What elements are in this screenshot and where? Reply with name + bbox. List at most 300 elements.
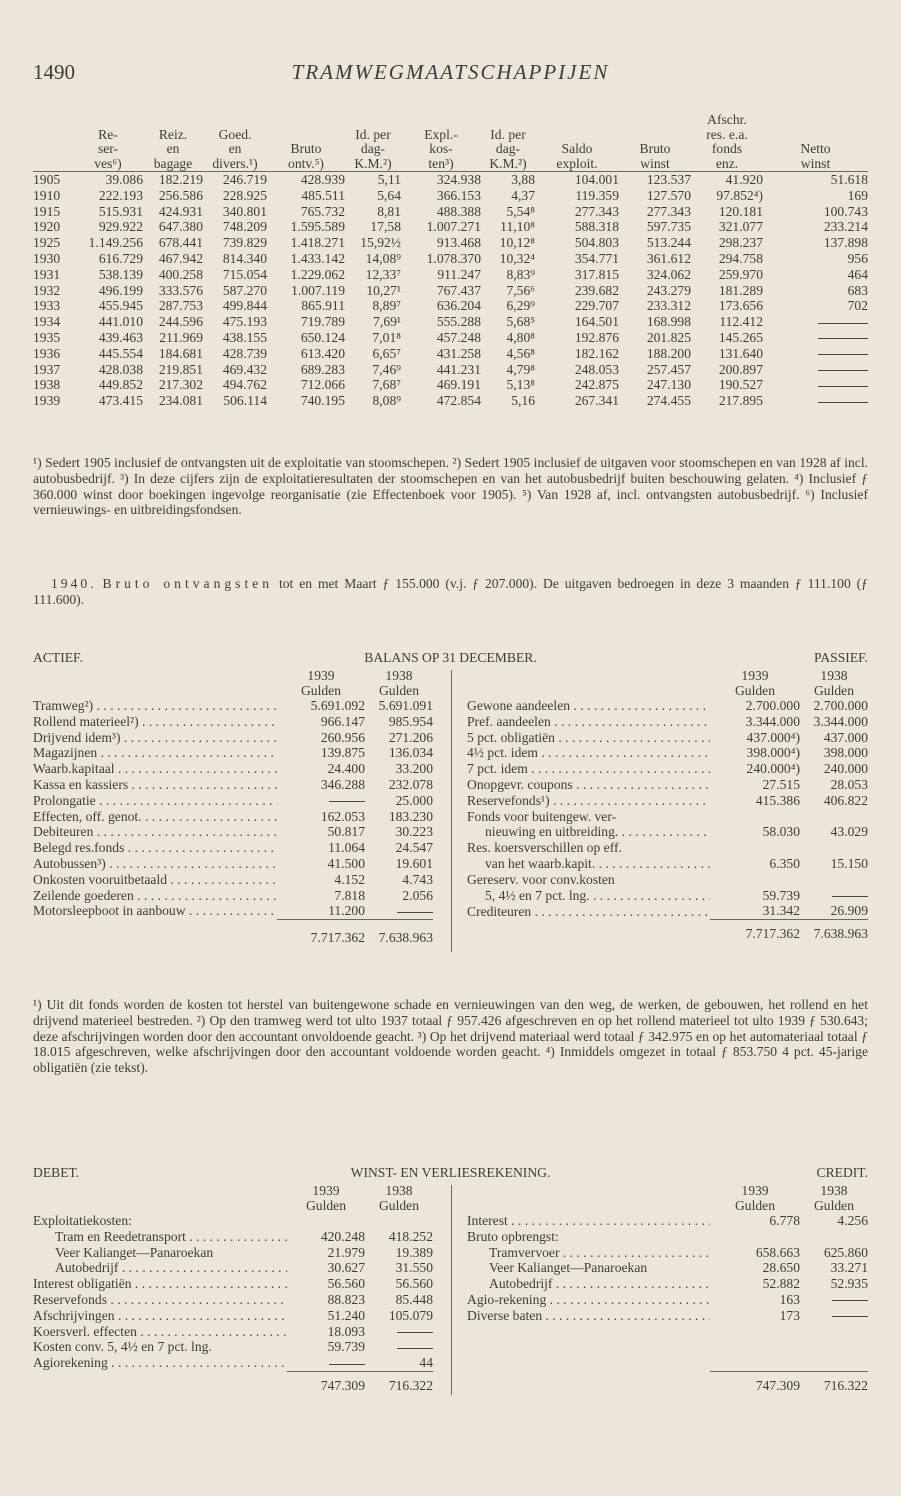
amount-cell: 51.240 xyxy=(327,1307,365,1323)
amount-cell xyxy=(365,903,433,919)
amount-cell: 162.053 xyxy=(320,808,365,824)
label-cell xyxy=(33,809,277,825)
value-cell: 10,12⁸ xyxy=(499,235,535,251)
footnotes-balance: ¹) Uit dit fonds worden de kosten tot herstel van buitengewone schade en vernieuwingen van den weg, de werken, de gebouwen, het rollend en het drijvend materieel bestreden. ²) Op den tramweg werd tot ulto 1937 totaal ƒ 957.426 afgeschreven en op het rollend materieel tot ulto 1939 ƒ 530.643; deze afschrijvingen worden door den accountant onvoldoende geacht. ³) Op het drijvend materiaal werd totaal ƒ 342.975 en op het automateriaal totaal ƒ 18.015 afgeschreven, welke afschrijvingen door den accountant voldoende worden geacht. ⁴) Inmiddels omgezet in totaal ƒ 853.750 4 pct. 45-jarige obligatiën (zie tekst). xyxy=(33,997,868,1076)
amount-cell: 2.700.000 xyxy=(745,698,800,713)
year-label: 1938 xyxy=(385,668,413,683)
value-cell: 587.270 xyxy=(222,282,267,298)
account-line xyxy=(467,856,868,872)
line-label: Res. koersverschillen op eff. xyxy=(467,840,622,856)
total-row xyxy=(467,920,868,942)
table-row xyxy=(33,346,868,362)
label-cell xyxy=(467,1213,710,1229)
year-cell: 1938 xyxy=(33,377,61,393)
line-label: 7 pct. idem xyxy=(467,761,528,777)
account-line xyxy=(467,1229,868,1245)
label-cell xyxy=(33,1292,287,1308)
account-line xyxy=(467,888,868,904)
value-cell: 39.086 xyxy=(105,172,143,187)
value-cell: 256.586 xyxy=(158,187,203,203)
value-cell: 184.681 xyxy=(158,345,203,361)
line-label: Bruto opbrengst: xyxy=(467,1228,559,1244)
amount-cell: 4.152 xyxy=(334,871,365,887)
dash-mark xyxy=(832,896,868,897)
value-cell: 8,81 xyxy=(377,203,401,219)
amount-cell: 7.717.362 xyxy=(277,919,365,949)
line-label: Agio-rekening xyxy=(467,1291,547,1307)
running-title: TRAMWEGMAATSCHAPPIJEN xyxy=(291,60,610,84)
amount-cell xyxy=(365,1339,433,1355)
credit-title: CREDIT. xyxy=(816,1165,868,1180)
value-cell: 538.139 xyxy=(98,266,143,282)
label-cell xyxy=(467,888,710,904)
footnotes-statistics: ¹) Sedert 1905 inclusief de ontvangsten uit de exploitatie van stoomschepen. ²) Sedert 1905 inclusief de uitgaven voor stoomschepen en van 1928 af incl. autobusbedrijf. ³) In deze cijfers zijn de exploitatieresultaten der stoomschepen en van het autobusbedrijf buiten beschouwing gelaten. ⁴) Inclusief ƒ 360.000 winst door boekingen ingevolge reorganisatie (zie Effectenboek voor 1905). ⁵) Van 1928 af, incl. ontvangsten autobusbedrijf. ⁶) Inclusief vernieuwings- en uitbreidingsfondsen. xyxy=(33,455,868,518)
unit-label: Gulden xyxy=(813,1198,855,1213)
actief-side xyxy=(33,668,433,949)
value-cell: 5,16 xyxy=(511,393,535,409)
amount-cell: 4.743 xyxy=(402,871,433,887)
amount-cell xyxy=(710,840,800,856)
unit-label: Gulden xyxy=(813,683,855,698)
amount-cell: 31.550 xyxy=(395,1260,433,1276)
amount-cell: 105.079 xyxy=(388,1307,433,1323)
value-cell: 41.920 xyxy=(725,172,763,187)
value-cell: 8,89⁷ xyxy=(372,298,401,314)
value-cell: 513.244 xyxy=(646,235,691,251)
total-row xyxy=(33,1371,433,1393)
value-cell xyxy=(763,314,868,330)
amount-cell xyxy=(365,1213,433,1229)
value-cell: 647.380 xyxy=(158,219,203,235)
amount-cell: 183.230 xyxy=(388,808,433,824)
value-cell: 243.279 xyxy=(646,282,691,298)
line-label: Onopgevr. coupons xyxy=(467,776,573,792)
account-line xyxy=(33,1355,433,1371)
value-cell: 5,11 xyxy=(377,172,401,187)
balance-sheet-titles xyxy=(33,650,868,668)
value-cell: 247.130 xyxy=(646,377,691,393)
table-row xyxy=(33,393,868,409)
label-cell xyxy=(33,714,277,730)
table-row xyxy=(33,377,868,393)
line-label: Tramweg²) xyxy=(33,698,94,713)
value-cell: 200.897 xyxy=(718,361,763,377)
year-cell: 1910 xyxy=(33,187,61,203)
value-cell: 5,54⁸ xyxy=(506,203,535,219)
label-cell xyxy=(467,840,710,856)
column-header xyxy=(33,113,73,172)
line-label: Reservefonds¹) xyxy=(467,792,550,808)
line-label: Diverse baten xyxy=(467,1307,543,1323)
label-cell xyxy=(467,730,710,746)
amount-cell xyxy=(710,872,800,888)
dash-mark xyxy=(832,1316,868,1317)
paragraph-1940-heading: Bruto ontvangsten xyxy=(102,576,274,591)
value-cell: 911.247 xyxy=(437,266,481,282)
value-cell: 469.432 xyxy=(222,361,267,377)
value-cell: 248.053 xyxy=(574,361,619,377)
value-cell: 702 xyxy=(847,298,868,314)
account-line xyxy=(467,872,868,888)
value-cell: 739.829 xyxy=(222,235,267,251)
amount-cell: 85.448 xyxy=(395,1291,433,1307)
value-cell: 233.312 xyxy=(646,298,691,314)
column-header: Reiz. en bagage xyxy=(153,126,193,171)
account-line xyxy=(467,903,868,919)
amount-cell: 6.350 xyxy=(769,855,800,871)
account-line xyxy=(467,824,868,840)
value-cell: 650.124 xyxy=(300,329,345,345)
label-cell xyxy=(33,1213,287,1229)
account-line xyxy=(33,1213,433,1229)
amount-cell: 30.223 xyxy=(395,824,433,840)
amount-cell: 41.500 xyxy=(327,855,365,871)
line-label: Agiorekening xyxy=(33,1355,108,1371)
value-cell: 246.719 xyxy=(222,172,267,187)
account-line xyxy=(33,730,433,746)
line-label: Pref. aandeelen xyxy=(467,713,551,729)
value-cell: 431.258 xyxy=(436,345,481,361)
year-cell: 1925 xyxy=(33,235,61,251)
dash-mark xyxy=(329,1364,365,1365)
column-header: Bruto winst xyxy=(639,141,671,171)
line-label: Interest obligatiën xyxy=(33,1276,132,1292)
value-cell: 488.388 xyxy=(436,203,481,219)
amount-cell: 50.817 xyxy=(327,824,365,840)
account-line xyxy=(467,761,868,777)
amount-cell xyxy=(287,1213,365,1229)
year-label: 1938 xyxy=(820,1183,848,1198)
label-cell xyxy=(33,1339,287,1355)
account-line xyxy=(467,698,868,714)
line-label: Effecten, off. genot. xyxy=(33,808,142,824)
balance-sheet-title: BALANS OP 31 DECEMBER. xyxy=(364,650,537,665)
value-cell: 242.875 xyxy=(574,377,619,393)
account-line xyxy=(467,1260,868,1276)
label-cell xyxy=(467,1276,710,1292)
value-cell: 5,13⁸ xyxy=(506,377,535,393)
amount-cell: 747.309 xyxy=(287,1371,365,1393)
label-cell xyxy=(467,714,710,730)
account-line xyxy=(467,730,868,746)
value-cell: 217.302 xyxy=(158,377,203,393)
value-cell: 457.248 xyxy=(436,329,481,345)
amount-cell: 5.691.092 xyxy=(310,698,365,713)
year-cell: 1933 xyxy=(33,298,61,314)
label-cell xyxy=(467,761,710,777)
value-cell: 97.852⁴) xyxy=(716,187,763,203)
year-cell: 1930 xyxy=(33,250,61,266)
line-label: Crediteuren xyxy=(467,903,532,919)
value-cell: 441.231 xyxy=(436,361,481,377)
value-cell: 485.511 xyxy=(301,187,345,203)
value-cell xyxy=(763,377,868,393)
amount-cell: 18.093 xyxy=(327,1323,365,1339)
value-cell: 119.359 xyxy=(575,187,619,203)
amount-cell xyxy=(365,1324,433,1340)
total-row xyxy=(33,919,433,949)
table-row xyxy=(33,362,868,378)
unit-label: Gulden xyxy=(305,1198,347,1213)
account-line xyxy=(33,840,433,856)
line-label: Magazijnen xyxy=(33,745,98,761)
unit-label: Gulden xyxy=(734,683,776,698)
amount-cell: 6.778 xyxy=(769,1213,800,1228)
value-cell: 715.054 xyxy=(222,266,267,282)
account-line xyxy=(33,1324,433,1340)
amount-cell: 28.053 xyxy=(830,776,868,792)
account-line xyxy=(33,1339,433,1355)
table-row xyxy=(33,251,868,267)
line-label: Onkosten vooruitbetaald xyxy=(33,871,168,887)
amount-cell: 260.956 xyxy=(320,729,365,745)
amount-cell: 31.342 xyxy=(762,903,800,919)
amount-cell: 44 xyxy=(419,1355,433,1371)
account-line xyxy=(33,698,433,714)
value-cell: 689.283 xyxy=(300,361,345,377)
amount-cell: 59.739 xyxy=(762,887,800,903)
value-cell: 494.762 xyxy=(222,377,267,393)
value-cell: 277.343 xyxy=(574,203,619,219)
account-line xyxy=(33,809,433,825)
value-cell: 469.191 xyxy=(436,377,481,393)
line-label: Debiteuren xyxy=(33,824,94,840)
line-label: Autobedrijf xyxy=(489,1276,553,1292)
line-label: 5, 4½ en 7 pct. lng. xyxy=(485,887,590,903)
label-cell xyxy=(467,1229,710,1245)
value-cell: 441.010 xyxy=(98,314,143,330)
amount-cell: 19.601 xyxy=(395,855,433,871)
line-label: Belegd res.fonds xyxy=(33,840,125,856)
table-row xyxy=(33,298,868,314)
value-cell: 1.229.062 xyxy=(290,266,345,282)
value-cell: 4,56⁸ xyxy=(506,345,535,361)
amount-cell xyxy=(800,1308,868,1324)
amount-cell: 173 xyxy=(779,1307,800,1323)
account-line xyxy=(33,1308,433,1324)
year-label: 1939 xyxy=(312,1183,340,1198)
dash-mark xyxy=(397,1348,433,1349)
label-cell xyxy=(33,903,277,919)
amount-cell: 24.547 xyxy=(395,840,433,856)
value-cell: 428.739 xyxy=(222,345,267,361)
value-cell: 190.527 xyxy=(718,377,763,393)
amount-cell: 415.386 xyxy=(755,792,800,808)
label-cell xyxy=(33,745,277,761)
amount-cell: 232.078 xyxy=(388,776,433,792)
value-cell: 719.789 xyxy=(300,314,345,330)
amount-cell xyxy=(800,1292,868,1308)
value-cell: 1.007.119 xyxy=(291,282,345,298)
value-cell: 4,80⁸ xyxy=(506,329,535,345)
line-label: Rollend materieel²) xyxy=(33,713,139,729)
label-cell xyxy=(467,1292,710,1308)
line-label: Waarb.kapitaal xyxy=(33,761,115,777)
value-cell: 428.939 xyxy=(300,172,345,187)
value-cell: 7,56⁶ xyxy=(506,282,535,298)
amount-cell: 240.000⁴) xyxy=(746,761,800,777)
amount-cell xyxy=(800,840,868,856)
value-cell: 201.825 xyxy=(646,329,691,345)
label-cell xyxy=(467,903,710,919)
column-divider xyxy=(451,1185,452,1395)
account-line xyxy=(467,745,868,761)
value-cell: 616.729 xyxy=(98,250,143,266)
value-cell: 127.570 xyxy=(646,187,691,203)
label-cell xyxy=(33,1229,287,1245)
label-cell xyxy=(33,856,277,872)
value-cell: 7,01⁸ xyxy=(372,329,401,345)
value-cell: 929.922 xyxy=(98,219,143,235)
value-cell: 181.289 xyxy=(718,282,763,298)
value-cell: 123.537 xyxy=(646,172,691,187)
dash-mark xyxy=(818,402,868,403)
spacer-row xyxy=(467,1324,868,1372)
dash-mark xyxy=(818,354,868,355)
amount-cell: 3.344.000 xyxy=(745,713,800,729)
amount-cell: 747.309 xyxy=(710,1371,800,1393)
year-cell: 1936 xyxy=(33,345,61,361)
value-cell: 475.193 xyxy=(222,314,267,330)
account-line xyxy=(33,1276,433,1292)
dash-mark xyxy=(397,1332,433,1333)
label-cell xyxy=(33,698,277,714)
value-cell: 439.463 xyxy=(98,329,143,345)
account-line xyxy=(467,777,868,793)
value-cell: 182.219 xyxy=(158,172,203,187)
value-cell: 234.081 xyxy=(158,393,203,409)
value-cell: 12,33⁷ xyxy=(365,266,401,282)
dash-mark xyxy=(818,370,868,371)
amount-cell: 139.875 xyxy=(320,745,365,761)
label-cell xyxy=(467,745,710,761)
year-cell: 1934 xyxy=(33,314,61,330)
value-cell: 504.803 xyxy=(574,235,619,251)
amount-cell: 3.344.000 xyxy=(813,713,868,729)
column-header: Id. per dag- K.M.²) xyxy=(489,126,527,171)
value-cell: 865.911 xyxy=(301,298,345,314)
value-cell: 473.415 xyxy=(98,393,143,409)
value-cell: 366.153 xyxy=(436,187,481,203)
amount-cell: 437.000 xyxy=(823,729,868,745)
value-cell: 188.200 xyxy=(646,345,691,361)
page-number: 1490 xyxy=(33,60,75,84)
label-cell xyxy=(33,888,277,904)
value-cell xyxy=(763,346,868,362)
value-cell: 229.707 xyxy=(574,298,619,314)
value-cell: 169 xyxy=(847,187,868,203)
actief-title: ACTIEF. xyxy=(33,650,83,665)
year-cell: 1931 xyxy=(33,266,61,282)
amount-cell: 7.818 xyxy=(334,887,365,903)
year-cell: 1939 xyxy=(33,393,61,409)
amount-cell: 4.256 xyxy=(837,1213,868,1228)
line-label: Exploitatiekosten: xyxy=(33,1213,132,1228)
label-cell xyxy=(467,1260,710,1276)
amount-cell: 985.954 xyxy=(388,713,433,729)
line-label: Gereserv. voor conv.kosten xyxy=(467,871,615,887)
amount-cell: 27.515 xyxy=(762,776,800,792)
amount-cell: 7.638.963 xyxy=(365,919,433,949)
account-line xyxy=(33,793,433,809)
amount-cell: 7.717.362 xyxy=(710,920,800,942)
account-line xyxy=(33,1260,433,1276)
value-cell: 506.114 xyxy=(223,393,267,409)
value-cell: 233.214 xyxy=(823,219,868,235)
value-cell xyxy=(763,330,868,346)
column-header: Netto winst xyxy=(800,141,831,171)
label-cell xyxy=(33,1308,287,1324)
value-cell: 361.612 xyxy=(646,250,691,266)
line-label: Fonds voor buitengew. ver- xyxy=(467,808,617,824)
spacer-cell xyxy=(33,919,277,949)
label-cell xyxy=(33,840,277,856)
amount-cell: 24.400 xyxy=(327,761,365,777)
value-cell: 913.468 xyxy=(436,235,481,251)
label-cell xyxy=(33,793,277,809)
label-cell xyxy=(33,872,277,888)
unit-label: Gulden xyxy=(378,683,420,698)
value-cell: 1.418.271 xyxy=(290,235,345,251)
amount-cell: 88.823 xyxy=(327,1291,365,1307)
value-cell: 7,69¹ xyxy=(373,314,401,330)
dash-mark xyxy=(397,912,433,913)
account-line xyxy=(33,856,433,872)
value-cell: 298.237 xyxy=(718,235,763,251)
value-cell: 555.288 xyxy=(436,314,481,330)
value-cell: 3,88 xyxy=(511,172,535,187)
year-cell: 1937 xyxy=(33,361,61,377)
value-cell: 228.925 xyxy=(222,187,267,203)
line-label: Prolongatie xyxy=(33,792,96,808)
amount-cell: 2.056 xyxy=(402,887,433,903)
value-cell: 438.155 xyxy=(222,329,267,345)
value-cell: 131.640 xyxy=(718,345,763,361)
value-cell: 683 xyxy=(847,282,868,298)
account-line xyxy=(33,1292,433,1308)
amount-cell: 33.271 xyxy=(830,1260,868,1276)
value-cell: 354.771 xyxy=(574,250,619,266)
account-line xyxy=(33,903,433,919)
value-cell: 7,46⁹ xyxy=(372,361,401,377)
value-cell: 765.732 xyxy=(300,203,345,219)
value-cell: 740.195 xyxy=(300,393,345,409)
value-cell: 219.851 xyxy=(158,361,203,377)
amount-cell: 25.000 xyxy=(395,792,433,808)
profit-loss-titles xyxy=(33,1165,868,1183)
account-line xyxy=(467,1276,868,1292)
value-cell: 400.258 xyxy=(158,266,203,282)
value-cell: 1.007.271 xyxy=(426,219,481,235)
amount-cell xyxy=(800,888,868,904)
account-line xyxy=(33,745,433,761)
amount-cell xyxy=(710,1229,800,1245)
value-cell: 324.062 xyxy=(646,266,691,282)
value-cell: 287.753 xyxy=(158,298,203,314)
column-header: Goed. en divers.¹) xyxy=(212,126,258,171)
value-cell: 333.576 xyxy=(158,282,203,298)
dash-mark xyxy=(818,386,868,387)
value-cell: 464 xyxy=(847,266,868,282)
account-line xyxy=(467,1245,868,1261)
value-cell: 145.265 xyxy=(718,329,763,345)
table-row xyxy=(33,204,868,220)
label-cell xyxy=(467,777,710,793)
amount-cell xyxy=(800,809,868,825)
amount-cell: 52.935 xyxy=(830,1276,868,1292)
amount-cell: 966.147 xyxy=(320,713,365,729)
amount-cell: 56.560 xyxy=(395,1276,433,1292)
